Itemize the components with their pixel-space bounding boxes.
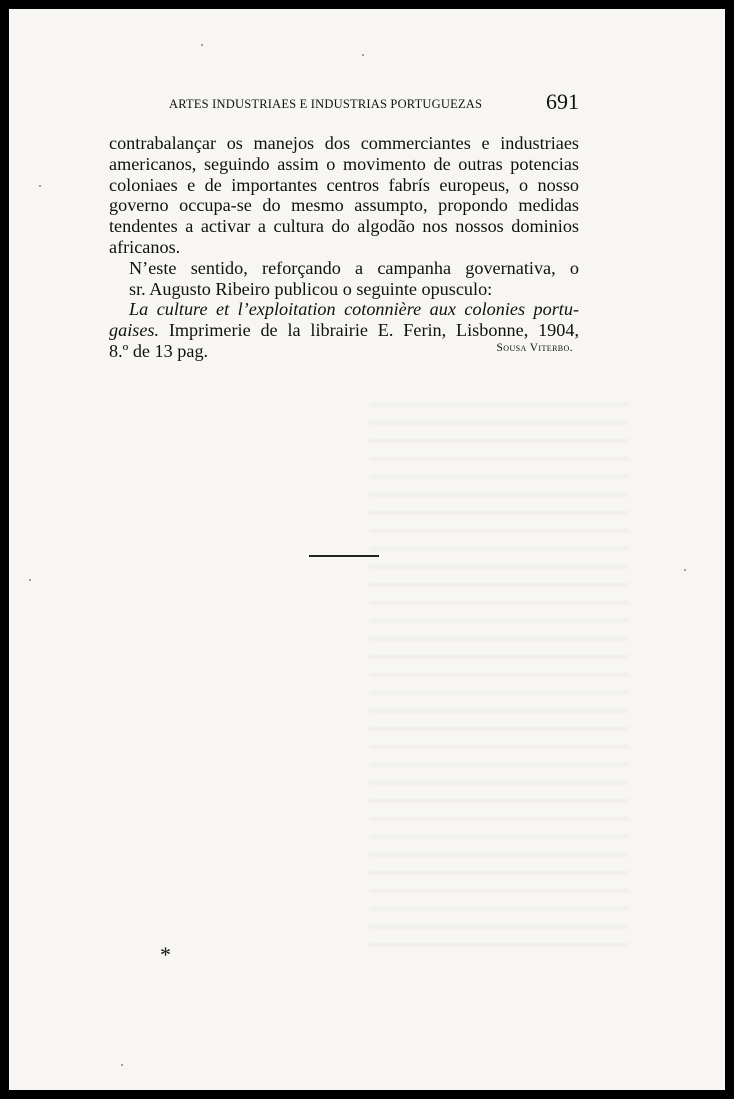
text-line: 8.º de 13 pag.: [109, 340, 209, 361]
body-text: [109, 133, 579, 362]
book-page: [9, 9, 725, 1090]
text-line: tendentes a activar a cultura do algodão nos nossos dominios: [109, 216, 579, 237]
page-header: [169, 91, 579, 121]
book-title-end: gaises.: [109, 320, 160, 341]
print-speck: [684, 569, 686, 571]
print-speck: [362, 54, 364, 56]
print-speck: [39, 185, 41, 187]
text-line: sr. Augusto Ribeiro publicou o seguinte opusculo:: [129, 278, 493, 299]
page-number: 691: [546, 89, 579, 114]
text-line: coloniaes e de importantes centros fabrís europeus, o nosso: [109, 174, 579, 195]
section-rule: [309, 555, 379, 557]
text-line: americanos, seguindo assim o movimento de outras potencias: [109, 153, 579, 174]
asterisk-ornament: *: [160, 942, 171, 967]
text-line: [109, 320, 579, 341]
text-line: contrabalançar os manejos dos commerciantes e industriaes: [109, 133, 579, 153]
book-title-line: La culture et l’exploitation cotonnière aux colonies portu-: [129, 299, 579, 320]
print-speck: [29, 579, 31, 581]
running-title: ARTES INDUSTRIAES E INDUSTRIAS PORTUGUEZAS: [169, 97, 483, 111]
author-signature: Sousa Viterbo.: [496, 342, 573, 354]
print-speck: [121, 1064, 123, 1066]
bleed-through-texture: [369, 389, 629, 949]
text-line: N’este sentido, reforçando a campanha governativa, o: [129, 257, 579, 278]
text-line: africanos.: [109, 236, 181, 257]
print-speck: [201, 44, 203, 46]
text-line: governo occupa-se do mesmo assumpto, propondo medidas: [109, 195, 579, 216]
imprint-text: Imprimerie de la librairie E. Ferin, Lisbonne, 1904,: [159, 320, 579, 341]
